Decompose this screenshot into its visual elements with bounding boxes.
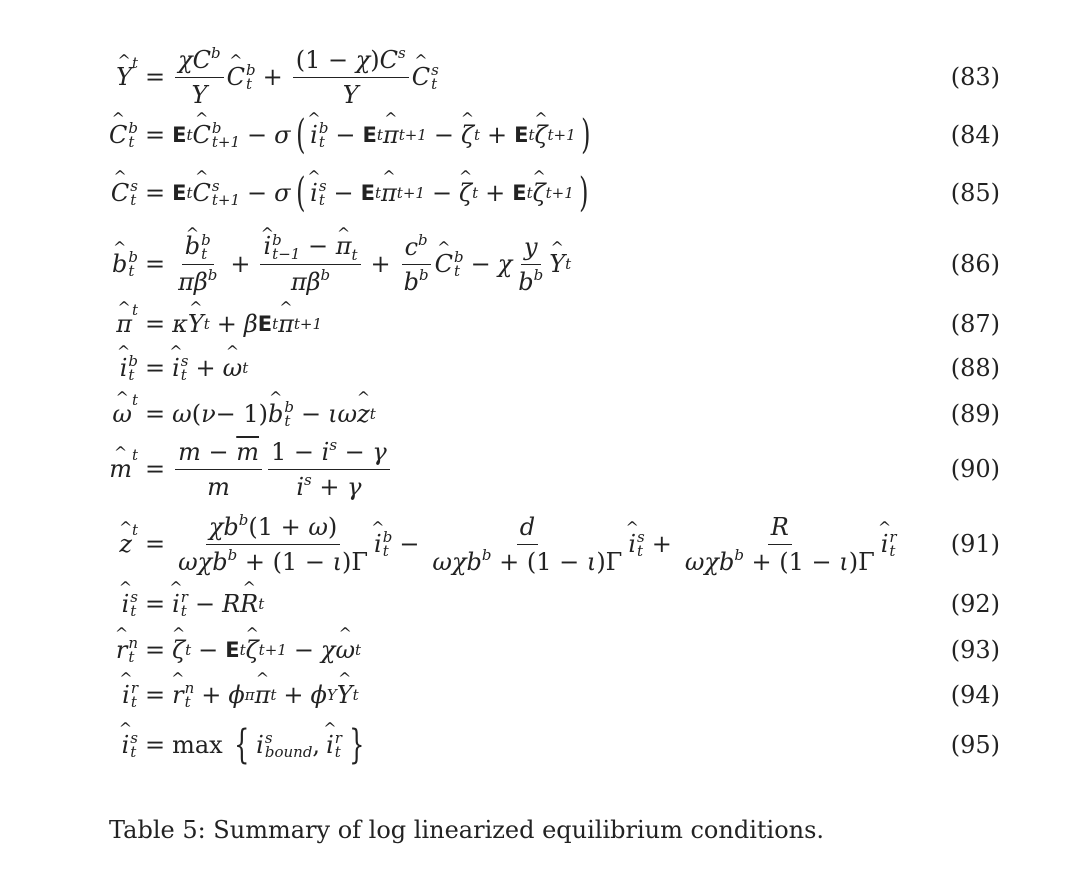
equation-84-body: C ^ b t = E t C ^ b t+1 − σ ( i ^ b t − E t π ^ t+1 − ζ ^ t + E t ζ ^ t+1 )	[80, 120, 595, 150]
equation-number: (95)	[950, 731, 1000, 759]
equation-92-body: i ^ s t = i ^ r t − R R ^ t	[80, 590, 264, 618]
equation-86-body: b ^ b t = b ^ b t $\pi\beta^b$ + i ^ b t−1 − π $\^{}_t$ $\pi\beta^b$ + $\frac{c^b}{b^b}$ C ^ b t − χ $\frac{y}{b^b}$ Y ^ t	[80, 232, 571, 297]
equation-93	[80, 632, 1000, 668]
equation-86	[80, 228, 1000, 300]
equation-number: (91)	[950, 530, 1000, 558]
equation-number: (90)	[950, 455, 1000, 483]
equation-number: (87)	[950, 310, 1000, 338]
equation-84	[80, 114, 1000, 156]
equation-number: (86)	[950, 250, 1000, 278]
equation-87-body: π ^ t = κ Y ^ t + β E t π ^ t+1	[80, 310, 322, 338]
equation-number: (93)	[950, 636, 1000, 664]
equation-94	[80, 677, 1000, 713]
equation-94-body: i ^ r t = r ^ n t + ϕ π π ^ t + ϕ Y Y ^ t	[80, 681, 359, 709]
equation-number: (92)	[950, 590, 1000, 618]
equation-number: (89)	[950, 400, 1000, 428]
equation-number: (85)	[950, 179, 1000, 207]
equation-90	[80, 436, 1000, 502]
equation-91	[80, 510, 1000, 578]
equation-88	[80, 350, 1000, 386]
equation-93-body: r ^ n t = ζ ^ t − E t ζ ^ t+1 − χ ω ^ t	[80, 636, 361, 664]
equation-92	[80, 586, 1000, 622]
equation-90-body: m ^ t = $\frac{m - \overline{m}}{m}$ $\frac{1 - i^s - \gamma}{i^s + \gamma}$	[80, 438, 393, 501]
equation-85	[80, 172, 1000, 214]
equation-89-body: ω ^ t = ω ( ν − 1) b ^ b t − ιω z ^ t	[80, 400, 376, 428]
table-caption: Table 5: Summary of log linearized equilibrium conditions.	[109, 816, 825, 844]
equation-95-body: i ^ s t = max { i s bound , i ^ r t }	[80, 730, 371, 760]
equation-83-body: Y ^ t = $\frac{\chi C^b}{Y}$ C ^ b t + $\frac{(1 - \chi)C^s}{Y}$ C ^ s t	[80, 46, 439, 109]
equation-88-body: i ^ b t = i ^ s t + ω ^ t	[80, 354, 248, 382]
equation-number: (84)	[950, 121, 1000, 149]
equation-85-body: C ^ s t = E t C ^ s t+1 − σ ( i ^ s t − E t π ^ t+1 − ζ ^ t + E t ζ ^ t+1 )	[80, 178, 593, 208]
equation-91-body: z ^ t = $\frac{\chi b^b(1 + \omega)}{\omega\chi b^b + (1 - \iota)\Gamma}$ i ^ b t − $\frac{d}{\omega\chi b^b + (1 - \iota)\Gamma}$ i ^ s t + $\frac{R}{\omega\chi b^b + (1 - \iota)\Gamma}$ i ^ r t	[80, 513, 897, 576]
equation-87	[80, 301, 1000, 342]
equation-89	[80, 391, 1000, 432]
equation-number: (88)	[950, 354, 1000, 382]
equation-number: (94)	[950, 681, 1000, 709]
equation-95	[80, 722, 1000, 768]
equation-83	[80, 44, 1000, 110]
equation-number: (83)	[950, 63, 1000, 91]
